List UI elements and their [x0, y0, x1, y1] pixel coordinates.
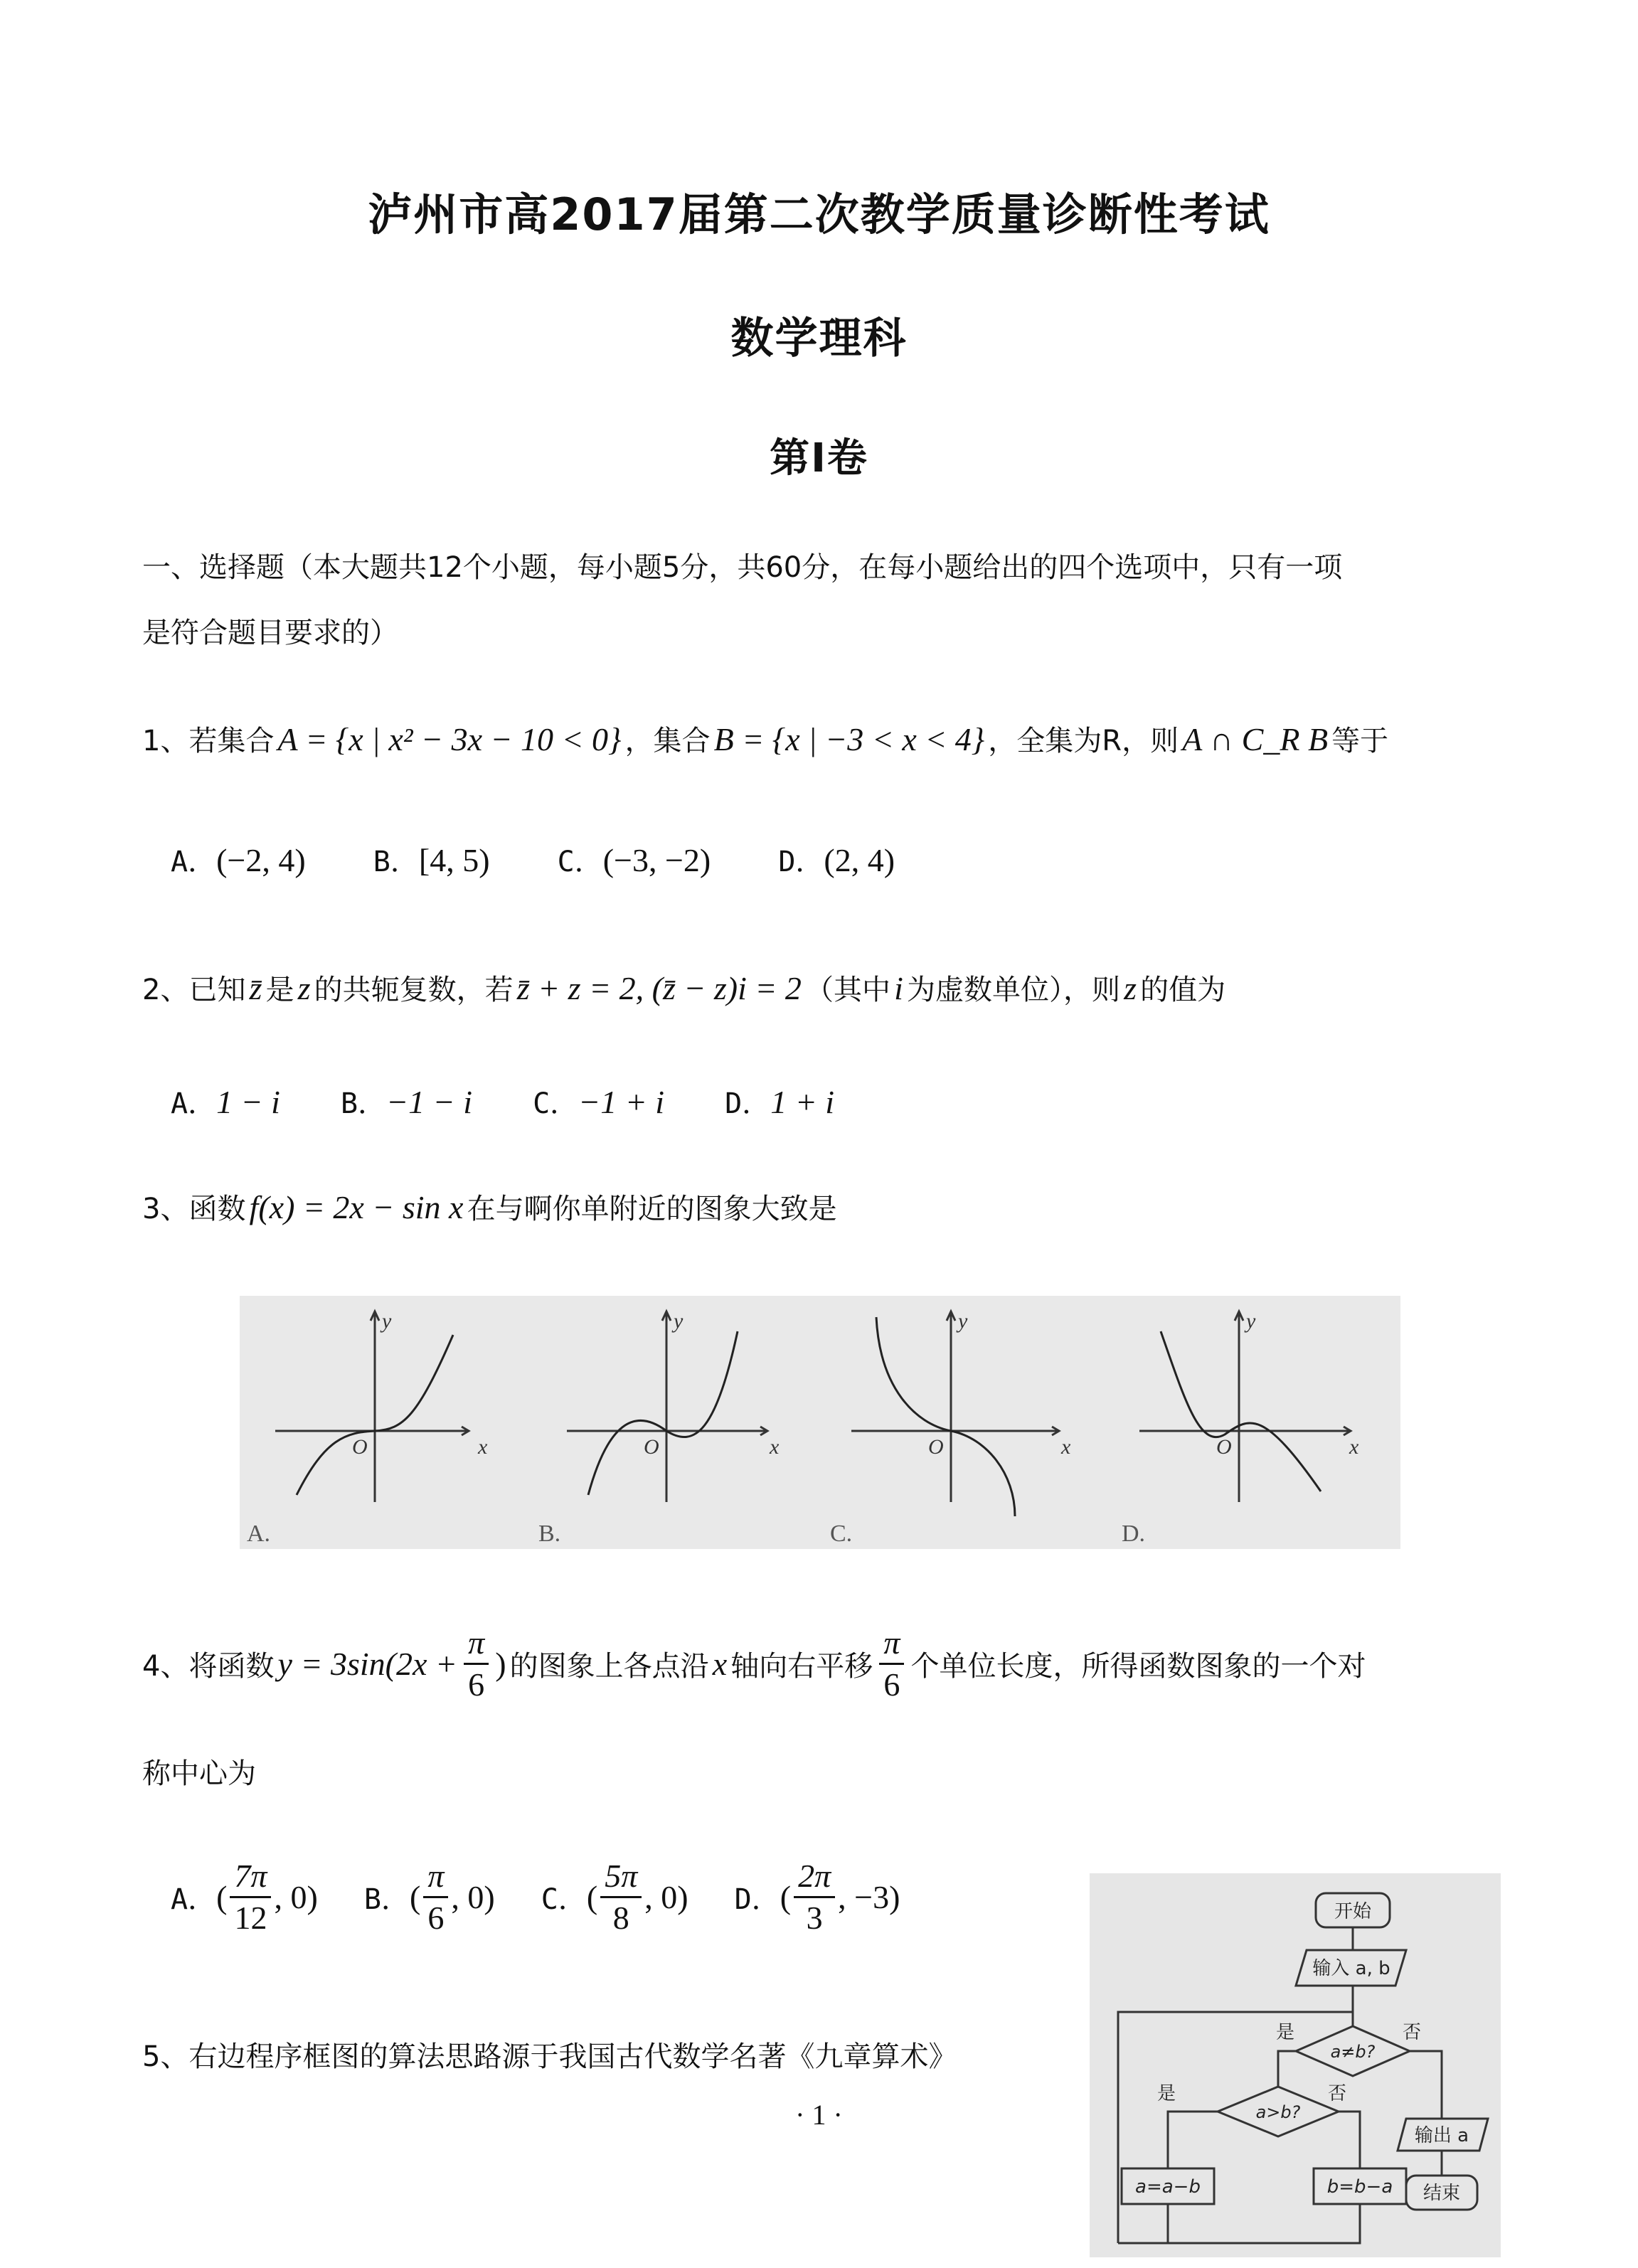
graph-a-origin: O [352, 1435, 368, 1459]
q1-set-b: B = {x | −3 < x < 4} [713, 721, 985, 757]
graph-a-y-label: y [382, 1309, 392, 1333]
q2-text: 的值为 [1140, 974, 1226, 1006]
q2-i: i [894, 970, 903, 1006]
q1-options [171, 839, 895, 880]
exam-title: 泸州市高2017届第二次教学质量诊断性考试 [368, 188, 1270, 240]
q3-text: 在与啊你单附近的图象大致是 [467, 1193, 837, 1225]
q1-set-a: A = {x | x² − 3x − 10 < 0} [277, 721, 622, 757]
q4-lead: 4、将函数 [142, 1650, 275, 1683]
q4-text: 个单位长度，所得函数图象的一个对 [910, 1650, 1366, 1683]
q1-option-d: D．(2, 4) [778, 842, 895, 878]
q3-lead: 3、函数 [142, 1193, 246, 1225]
q2-options [171, 1081, 834, 1122]
section-instruction-line1: 一、选择题（本大题共12个小题，每小题5分，共60分，在每小题给出的四个选项中，只有一项 [142, 551, 1343, 584]
q2-z: z [297, 970, 311, 1006]
flowchart-svg [1090, 1873, 1501, 2257]
q4-options [171, 1856, 900, 1938]
part-title: 第Ⅰ卷 [770, 435, 868, 481]
q4-func-post: ) [495, 1646, 506, 1682]
flowchart [1090, 1873, 1501, 2257]
graph-c-origin: O [928, 1435, 944, 1459]
q2-zbar: z̄ [249, 970, 262, 1006]
graph-a-x-label: x [478, 1435, 488, 1459]
q3-graphs-svg [240, 1296, 1400, 1549]
graph-d-origin: O [1216, 1435, 1232, 1459]
q2-text: 为虚数单位），则 [906, 974, 1120, 1006]
q1-lead: 1、若集合 [142, 725, 275, 757]
q2-option-a: A．1 − i [171, 1084, 280, 1120]
q1-expression: A ∩ C_R B [1182, 721, 1329, 757]
section-instruction-line2: 是符合题目要求的） [142, 617, 398, 649]
flow-assign-b-label: b=b−a [1326, 2176, 1393, 2198]
graph-b-label: B. [538, 1521, 561, 1547]
graph-c-x-label: x [1061, 1435, 1071, 1459]
q2-text: （其中 [805, 974, 891, 1006]
graph-d-y-label: y [1246, 1309, 1256, 1333]
q4-option-c: C．( $\frac{5\pi}{8}$ , 0) [541, 1858, 688, 1936]
graph-c-y-label: y [958, 1309, 968, 1333]
q4-fraction: $\frac{\pi}{6}$ [464, 1623, 489, 1705]
q4-text: 的图象上各点沿 [509, 1650, 709, 1683]
q2-lead: 2、已知 [142, 974, 246, 1006]
flow-cond1-label: a≠b? [1330, 2042, 1376, 2062]
graph-d [1139, 1311, 1351, 1502]
q1-option-b: B．[4, 5) [373, 842, 490, 878]
graph-b-origin: O [644, 1435, 659, 1459]
q1-option-c: C．(−3, −2) [557, 842, 711, 878]
flow-yes-label-2: 是 [1157, 2083, 1176, 2104]
graph-b-x-label: x [770, 1435, 780, 1459]
question-1 [142, 718, 1388, 759]
q2-equation: z̄ + z = 2, (z̄ − z)i = 2 [516, 970, 802, 1006]
flow-assign-a-label: a=a−b [1135, 2176, 1201, 2198]
question-2 [142, 967, 1225, 1008]
q1-end: 等于 [1331, 725, 1389, 757]
q4-line2: 称中心为 [142, 1757, 256, 1790]
question-3 [142, 1186, 837, 1227]
flow-input-label: 输入 a, b [1312, 1958, 1390, 1979]
flow-end-label: 结束 [1422, 2183, 1461, 2204]
flow-start-label: 开始 [1334, 1901, 1372, 1922]
q4-option-b: B．( $\frac{\pi}{6}$ , 0) [363, 1858, 495, 1936]
question-4 [142, 1623, 1366, 1705]
q3-function: f(x) = 2x − sin x [249, 1189, 464, 1225]
q4-x: x [712, 1646, 728, 1682]
flow-output-label: 输出 a [1414, 2125, 1469, 2146]
q1-tail: ，全集为R，则 [988, 725, 1179, 757]
graph-a-label: A. [247, 1521, 271, 1547]
subject-title: 数学理科 [730, 314, 908, 363]
q4-shift-fraction: $\frac{\pi}{6}$ [879, 1623, 904, 1705]
q2-text: 的共轭复数，若 [314, 974, 514, 1006]
q1-mid: ，集合 [624, 725, 711, 757]
q2-z: z [1124, 970, 1137, 1006]
graph-b-y-label: y [674, 1309, 684, 1333]
graph-c-label: C. [830, 1521, 853, 1547]
q2-option-b: B．−1 − i [341, 1084, 472, 1120]
flow-no-label-1: 否 [1403, 2022, 1422, 2043]
graph-c [851, 1311, 1059, 1516]
q4-text: 轴向右平移 [730, 1650, 873, 1683]
graph-a [275, 1311, 469, 1502]
flow-cond2-label: a>b? [1255, 2102, 1301, 2122]
graph-d-label: D. [1122, 1521, 1146, 1547]
page-number: · 1 · [795, 2099, 843, 2131]
q4-option-d: D．( $\frac{2\pi}{3}$ , −3) [734, 1858, 900, 1936]
q2-option-d: D．1 + i [725, 1084, 835, 1120]
flow-no-label-2: 否 [1328, 2083, 1347, 2104]
graph-d-x-label: x [1349, 1435, 1359, 1459]
q4-option-a: A．( $\frac{7\pi}{12}$ , 0) [171, 1858, 318, 1936]
q1-option-a: A．(−2, 4) [171, 842, 306, 878]
question-5: 5、右边程序框图的算法思路源于我国古代数学名著《九章算术》 [142, 2040, 957, 2073]
graph-b [567, 1311, 767, 1502]
flow-yes-label-1: 是 [1276, 2022, 1295, 2043]
q3-graph-panel [240, 1296, 1400, 1549]
q4-func-pre: y = 3sin(2x + [277, 1646, 457, 1682]
q2-option-c: C．−1 + i [533, 1084, 665, 1120]
q2-text: 是 [265, 974, 294, 1006]
